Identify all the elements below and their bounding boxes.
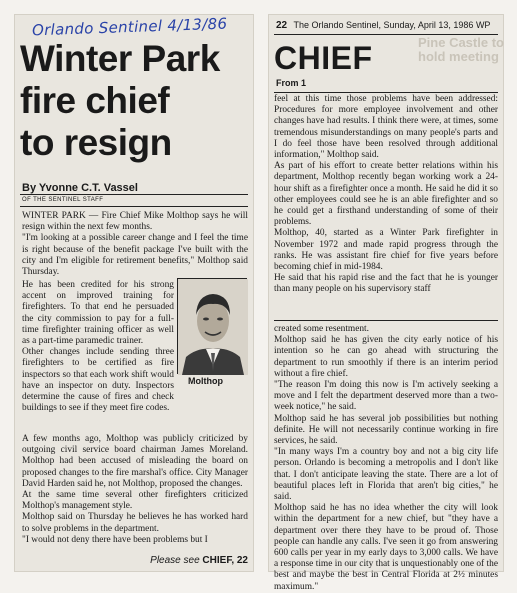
headline-rule	[274, 92, 498, 93]
portrait-photo	[177, 278, 247, 374]
continuation-clipping	[268, 14, 504, 592]
from-page-label: From 1	[276, 78, 307, 88]
byline-rule	[20, 194, 248, 195]
bleed-through-text: Pine Castle to hold meeting	[418, 35, 504, 64]
article-body-wrap: He has been credited for his strong accent on improved training for firefighters. To that end he persuaded the city commission to pay for a full-time firefighter training officer as well as a part-time paramedic trainer. Other changes include sending three firefighters to be certified as fire inspectors so that each work shift would have an inspector on duty. Inspectors determine the cause of fires and check buildings to see if they meet fire codes.	[22, 280, 174, 414]
handwritten-date-note: Orlando Sentinel 4/13/86	[31, 14, 228, 40]
headline-line: fire chief	[20, 80, 170, 121]
page-folio	[276, 20, 490, 31]
page-number: 22	[276, 20, 288, 31]
jump-line	[150, 555, 248, 566]
headline-line: Winter Park	[20, 38, 220, 79]
folio-section: WP	[475, 20, 491, 30]
folio-text: The Orlando Sentinel, Sunday, April 13, 1986	[293, 20, 474, 30]
jump-target: CHIEF, 22	[202, 555, 248, 566]
headline	[20, 38, 250, 164]
article-body-top: WINTER PARK — Fire Chief Mike Molthop says he will resign within the next few months. "I'm looking at a possible career change and I feel the time is right because of the benefit package I've built with the city and I'm eligible for retirement benefits," Molthop said Thursday.	[22, 211, 248, 278]
man-portrait-icon	[178, 279, 248, 375]
byline: By Yvonne C.T. Vassel	[22, 182, 138, 194]
continuation-body-bottom: created some resentment. Molthop said he has given the city early notice of his intention so he can go ahead with structuring the department to run smoothly if there is an interim period without a fire chief. "The reason I'm doing this now is I'm actively seeking a move and I felt the department deserved more than a two-week notice," he said. Molthop said he has several job possibilities but nothing definite. He will not necessarily continue working in fire services, he said. "In many ways I'm a country boy and not a big city life person. Orlando is becoming a metropolis and I don't like that. I don't anticipate leaving the state. There are a lot of beautiful places left in Florida that aren't big cities," he said. Molthop said he has no idea whether the city will look within the department for a new chief, but "they have a department over there they have to be proud of. Those people can handle any calls. I've seen it go from answering 600 calls per year in my early days to 3,000 calls. We have a response time in our city that is unquestionably one of the best and maybe the best in Central Florida at 2½ minutes maximum."	[274, 324, 498, 592]
jump-prefix: Please see	[150, 555, 200, 566]
headline-line: to resign	[20, 122, 172, 163]
column-break-rule	[274, 320, 498, 321]
staff-line: OF THE SENTINEL STAFF	[22, 197, 104, 203]
photo-caption: Molthop	[188, 376, 223, 386]
continuation-headline: CHIEF	[274, 40, 373, 76]
continuation-body-top: feel at this time those problems have been addressed: Procedures for more employee involvement and other changes have had results. I think there were, at times, some tremendous misunderstandings on many people's parts and I do feel those have been resolved through additional information," Molthop said. As part of his effort to create better relations within his department, Molthop recently began working work a 24-hour shift as a firefighter once a month. He said he did it so other employees could see he is an able firefighter and so he could get a firsthand understanding of some of their problems. Molthop, 40, started as a Winter Park firefighter in November 1972 and made rapid progress through the ranks. He was assistant fire chief for five years before becoming chief in mid-1984. He said that his rapid rise and the fact that he is younger than many people on his supervisory staff	[274, 94, 498, 295]
front-page-clipping	[14, 14, 254, 572]
article-body-bottom: A few months ago, Molthop was publicly criticized by outgoing civil service board chairman James Moreland. Molthop had been accused of misleading the board on proposed changes to the fire marshal's office. City Manager David Harden said he, not Molthop, proposed the changes. At the same time several other firefighters criticized Molthop's management style. Molthop said on Thursday he believes he has worked hard to solve problems in the department. "I would not deny there have been problems but I	[22, 434, 248, 545]
staff-rule	[20, 206, 248, 207]
